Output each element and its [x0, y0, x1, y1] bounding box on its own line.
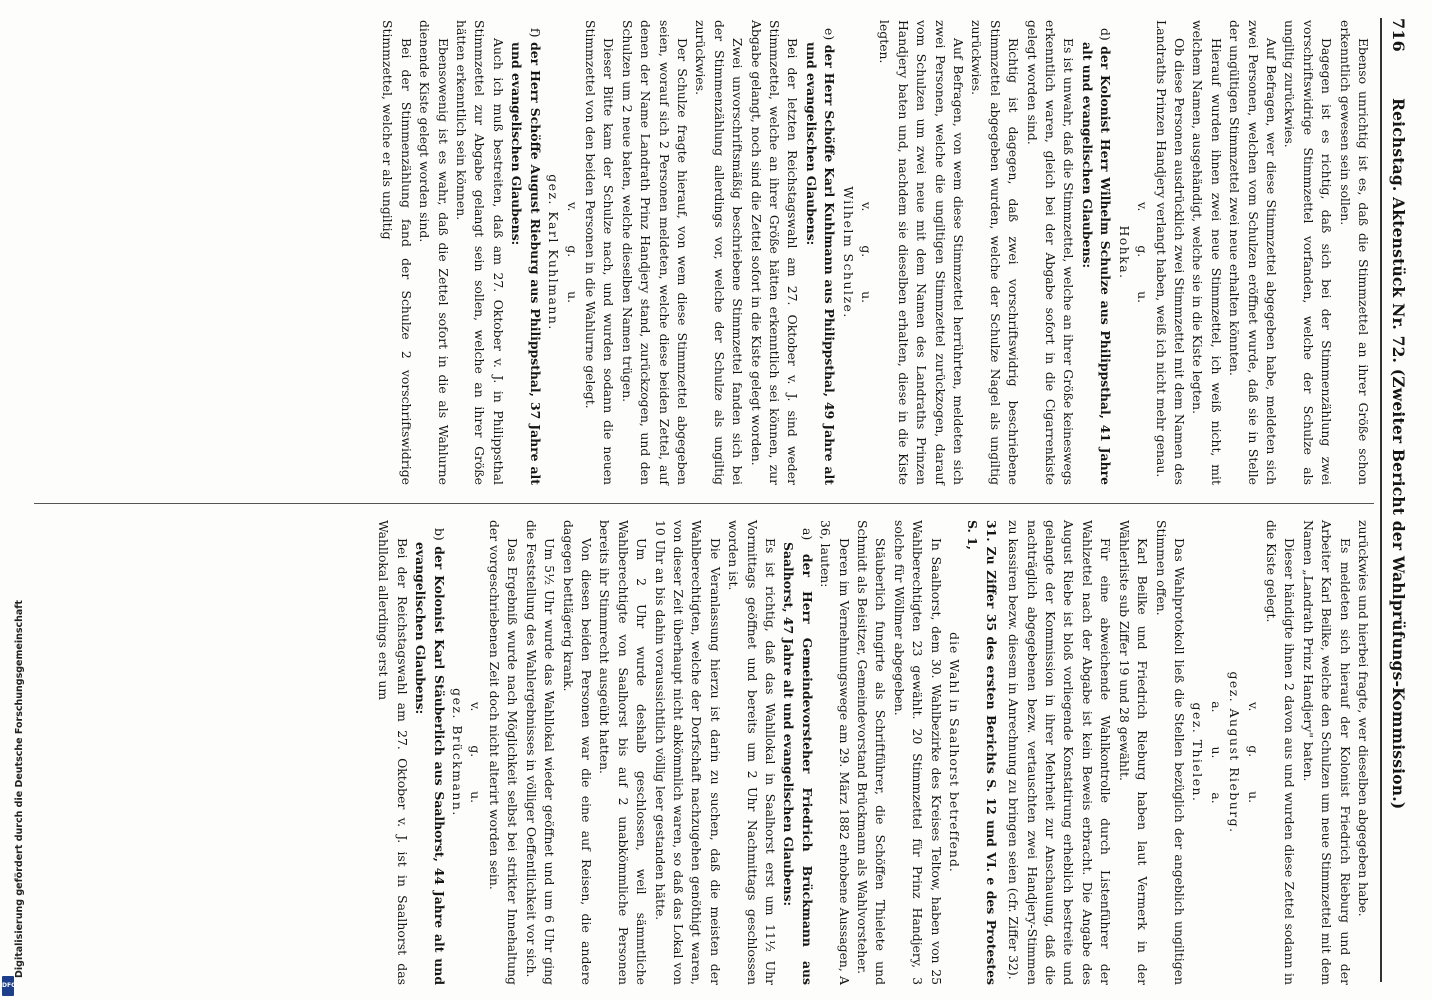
signature: gez. Karl Kuhlmann. [546, 174, 562, 331]
page-header [1382, 18, 1412, 978]
paragraph: Ob diese Personen ausdrücklich zwei Stimmzettel mit dem Namen des Landraths Prinzen Handjery verlangt haben, weiß ich nicht mehr genau. [1153, 20, 1187, 485]
column-divider [34, 503, 1374, 504]
item-lead: der Herr Schöffe Karl Kuhlmann aus Philippsthal, 49 Jahre alt und evangelischen Glaubens: [803, 42, 838, 485]
paragraph: Ebenso unrichtig ist es, daß die Stimmzettel an ihrer Größe schon erkenntlich gewesen sein sollen. [1337, 20, 1371, 485]
item-lead: der Kolonist Karl Stäuberlich aus Saalhorst, 44 Jahre alt und evangelischen Glaubens: [413, 542, 447, 985]
aua-mark: a. u. a. [1208, 701, 1224, 804]
item-a-lead [779, 528, 816, 985]
signature: gez. August Rieburg. [1227, 671, 1243, 834]
paragraph: Dieser Bitte kam der Schulze nach, und wurden sodann die neuen Stimmzettel von den beiden Personen in die Wahlurne gelegt. [582, 20, 617, 485]
item-label: f) [527, 28, 543, 38]
header-rule [1380, 18, 1382, 982]
item-d-lead [1078, 28, 1115, 485]
signature: gez. Thielen. [1190, 702, 1206, 803]
item-b-lead [411, 528, 448, 985]
paragraph: Stäuberlich fungirte als Schriftführer, die Schöffen Thielete und Schmidt als Beisitzer, Gemeindevorstand Brückmann als Wahlvorsteher. [855, 520, 889, 985]
item-label: e) [822, 28, 838, 41]
paragraph: In Saalhorst, dem 30. Wahlbezirke des Kreises Teltow, haben von 25 Wahlberechtigten 23 gewählt. 20 Stimmzettel für Prinz Handjery, 3 solche für Wöllmer abgegeben. [891, 520, 944, 985]
paragraph: Bei der Stimmenzählung fand der Schulze 2 vorschriftswidrige Stimmzettel, welche er als ungiltig [380, 20, 414, 485]
paragraph: Bei der Reichstagswahl am 27. Oktober v. J. ist in Saalhorst das Wahllokal allerdings erst um [376, 520, 410, 985]
paragraph: Das Ergebniß wurde nach Möglichkeit selbst bei strikter Innehaltung der vorgeschriebenen Zeit doch nicht alterirt worden sein. [486, 520, 521, 985]
section-31-heading [963, 520, 1000, 985]
item-label: b) [431, 528, 447, 541]
paragraph: Hierauf wurden ihnen zwei neue Stimmzettel, ich weiß nicht, mit welchem Namen, ausgehändigt, welche sie in die Kiste legten. [1190, 20, 1224, 485]
paragraph: Um 2 Uhr wurde deshalb geschlossen, weil sämmtliche Wahlberechtigte von Saalhorst bis auf 2 unabkömmliche Personen bereits ihr Stimmrecht ausgeübt hatten. [597, 520, 650, 985]
signature: Hohka. [1116, 225, 1132, 280]
paragraph: Auf Befragen, wer diese Stimmzettel abgegeben habe, meldeten sich zwei Personen, welchen vom Schulzen eröffnet wurde, daß sie in Stelle der ungültigen Stimmzettel zwei neue erhalten könnten. [1227, 20, 1279, 485]
paragraph: Von diesen beiden Personen war die eine auf Reisen, die andere dagegen bettlägerig krank. [560, 520, 594, 985]
paragraph: Für eine abweichende Wahlkontrolle durch Listenführer der Wahlzettel nach der Abgabe ist kein Beweis erbracht. Die Angabe des August Riebe ist bloß vorliegende Konstatirung erheblich bestreite und gelangte der Kommission in ihrer Mehrheit zur Anschauung, daß die nachträglich abgegebenen bezw. vertauschten zwei Handjery-Stimmen zu kassiren bezw. diesem in Anrechnung zu bringen seien (cfr. Ziffer 32). [1006, 520, 1114, 985]
paragraph: Auch ich muß bestreiten, daß am 27. Oktober v. J. in Philippsthal Stimmzettel zur Abgabe gelangt sein sollen, welche an ihrer Größe hätten erkenntlich sein können. [454, 20, 506, 485]
item-f-lead [507, 28, 544, 485]
item-label: a) [799, 528, 815, 541]
item-lead: der Herr Gemeindevorsteher Friedrich Brückmann aus Saalhorst, 47 Jahre alt und evangelischen Glaubens: [781, 542, 815, 985]
paragraph: Dagegen ist es richtig, daß sich bei der Stimmenzählung zwei vorschriftswidrige Stimmzettel vorfanden, welche der Schulze als ungiltig zurückwies. [1282, 20, 1335, 485]
paragraph: Der Schulze fragte hierauf, von wem diese Stimmzettel abgegeben seien, worauf sich 2 Personen meldeten, welche diese beiden Zettel, auf denen der Name Landrath Prinz Handjery stand, zurückzogen, und den Schulzen um 2 neue baten, welche dieselben Namen trügen. [619, 20, 690, 485]
paragraph: Karl Beilke und Friedrich Rieburg haben laut Vermerk in der Wählerliste sub Ziffer 19 und 28 gewählt. [1116, 520, 1151, 985]
vgu-mark: v. g. u. [1135, 201, 1151, 304]
paragraph: Deren im Vernehmungswege am 29. März 1882 erhobene Aussagen, A 36, lauten: [818, 520, 852, 985]
section-subtitle: die Wahl in Saalhorst betreffend. [947, 632, 963, 873]
item-lead: der Kolonist Herr Wilhelm Schulze aus Philippsthal, 41 Jahre alt und evangelischen Glaubens: [1079, 42, 1114, 485]
item-label: d) [1098, 28, 1114, 41]
paragraph: Bei der letzten Reichstagswahl am 27. Oktober v. J. sind weder Stimmzettel, welche an ihrer Größe hätten erkenntlich sei können, zur Abgabe gelangt, noch sind die Zettel sofort in die Kiste gelegt worden. [748, 20, 801, 485]
paragraph: Zwei unvorschriftsmäßig beschriebene Stimmzettel fanden sich bei der Stimmenzählung allerdings vor, welche der Schulze als ungiltig zurückwies. [693, 20, 746, 485]
vgu-mark: v. g. u. [468, 701, 484, 804]
item-lead: der Herr Schöffe August Rieburg aus Philippsthal, 37 Jahre alt und evangelischen Glaubens: [509, 42, 543, 485]
signature: Wilhelm Schulze. [840, 186, 856, 319]
paragraph: Es ist richtig, daß das Wahllokal in Saalhorst erst um 11½ Uhr Vormittags geöffnet und bereits um 2 Uhr Nachmittags geschlossen worden ist. [726, 520, 778, 985]
paragraph: Um 5½ Uhr wurde das Wahllokal wieder geöffnet und um 6 Uhr ging die Feststellung des Wahlergebnisses in völliger Oeffentlichkeit vor sich. [523, 520, 558, 985]
signature: gez. Brückmann. [450, 688, 466, 817]
section-lead: Zu Ziffer 35 des ersten Berichts S. 12 und VI. e des Protestes S. 1, [965, 520, 999, 985]
item-e-lead [801, 28, 838, 485]
vgu-mark: v. g. u. [859, 201, 875, 304]
paragraph: Auf Befragen, von wem diese Stimmzettel herrührten, meldeten sich zwei Personen, welche die ungiltigen Stimmzettel zurückzogen, darauf vom Schulzen um zwei neue mit dem Namen des Landraths Prinzen Handjery baten und, nachdem sie dieselben erhalten, diese in die Kiste legten. [877, 20, 967, 485]
credit-text: Digitalisierung gefördert durch die Deutsche Forschungsgemeinschaft [14, 600, 25, 978]
paragraph: Richtig ist dagegen, daß zwei vorschriftswidrig beschriebene Stimmzettel abgegeben wurden, welche der Schulze Nagel als ungiltig zurückwies. [969, 20, 1022, 485]
left-column [378, 20, 1372, 485]
vgu-mark: v. g. u. [564, 201, 580, 304]
paragraph: Ebensowenig ist es wahr, daß die Zettel sofort in die als Wahlurne dienende Kiste gelegt worden sind. [417, 20, 451, 485]
page-number: 716 [1389, 18, 1408, 52]
paragraph: Das Wahlprotokoll ließ die Stellen bezüglich der angeblich ungiltigen Stimmen offen. [1153, 520, 1187, 985]
section-number: 31. [983, 520, 999, 542]
paragraph: zurückwies und hierbei fragte, wer dieselben abgegeben habe. [1356, 520, 1371, 917]
paragraph: Die Veranlassung hierzu ist darin zu suchen, daß die meisten der Wahlberechtigten, welche der Dorfschaft nachzugehen genöthigt waren, von dieser Zeit überhaupt nicht abkömmlich waren, so daß das Lokal von 10 Uhr an bis dahin voraussichtlich völlig leer gestanden hätte. [652, 520, 723, 985]
right-column [374, 520, 1372, 985]
dfg-logo: DFG [2, 976, 14, 996]
paragraph: Es ist unwahr, daß die Stimmzettel, welche an ihrer Größe keineswegs erkenntlich waren, gleich bei der Abgabe sofort in die Cigarrenkiste gelegt worden sind. [1024, 20, 1077, 485]
page-title: Reichstag. Aktenstück Nr. 72. (Zweiter Bericht der Wahlprüfungs-Kommission.) [1389, 98, 1408, 810]
vgu-mark: v. g. u. [1245, 701, 1261, 804]
paragraph: Es meldeten sich hierauf der Kolonist Friedrich Rieburg und der Arbeiter Karl Beilke, welche den Schulzen um neue Stimmzettel mit dem Namen „Landrath Prinz Handjery" baten. [1300, 520, 1353, 985]
paragraph: Dieser händigte ihnen 2 davon aus und wurden diese Zettel sodann in die Kiste gelegt. [1263, 520, 1298, 985]
